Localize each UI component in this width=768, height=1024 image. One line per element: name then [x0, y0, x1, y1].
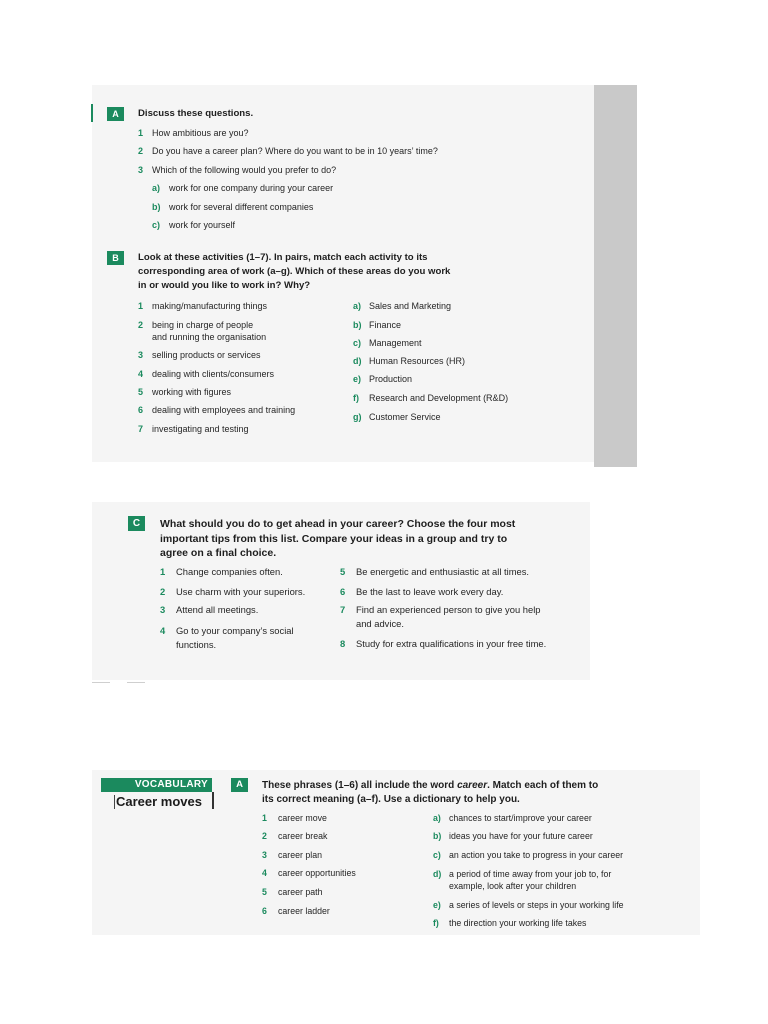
tip-text — [176, 603, 258, 617]
work-area-text: Finance — [369, 320, 402, 330]
option-letter: c) — [152, 220, 161, 230]
question-text: Do you have a career plan? Where do you want to be in 10 years’ time? — [152, 146, 438, 156]
work-area-letter: e) — [353, 374, 362, 384]
phrase-text: career move — [278, 813, 327, 823]
exercise-instruction: Discuss these questions. — [138, 108, 254, 119]
option-text: work for one company during your career — [169, 183, 334, 193]
activity-text — [152, 368, 274, 380]
work-area-letter: g) — [353, 412, 362, 422]
phrase-number: 4 — [262, 868, 267, 878]
work-area-letter: d) — [353, 356, 362, 366]
tip-text — [356, 637, 546, 651]
tip-number: 8 — [340, 638, 346, 649]
activity-line: investigating and testing — [152, 424, 249, 434]
question-number: 2 — [138, 146, 144, 156]
tip-text — [356, 585, 503, 599]
side-gray-strip — [594, 85, 637, 467]
meaning-line: a series of levels or steps in your working life — [449, 900, 624, 910]
tip-line: Attend all meetings. — [176, 604, 259, 615]
vocabulary-banner: VOCABULARY — [101, 778, 212, 792]
meaning-letter: b) — [433, 831, 442, 841]
meaning-letter: f) — [433, 918, 439, 928]
option-text: work for yourself — [169, 220, 236, 230]
tip-line: Study for extra qualifications in your free time. — [356, 638, 547, 649]
exercise-instruction-line — [262, 779, 598, 793]
phrase-text: career opportunities — [278, 868, 356, 878]
tip-number: 6 — [340, 586, 346, 597]
exercise-letter-box-c: C — [128, 516, 145, 531]
activity-text — [152, 349, 261, 361]
question-number: 3 — [138, 165, 144, 175]
exercise-instruction-line: corresponding area of work (a–g). Which of these areas do you work — [138, 266, 451, 277]
activity-number: 2 — [138, 320, 144, 330]
section-title-right-rule — [212, 792, 214, 809]
exercise-marker-bar — [91, 104, 93, 122]
work-area-letter: b) — [353, 320, 362, 330]
activity-number: 7 — [138, 424, 144, 434]
instruction-text: These phrases (1–6) all include the word — [262, 780, 458, 791]
phrase-number: 6 — [262, 906, 267, 916]
question-text: Which of the following would you prefer to do? — [152, 165, 337, 175]
activity-number: 1 — [138, 301, 144, 311]
meaning-line: a period of time away from your job to, for — [449, 869, 612, 879]
exercise-instruction-line: in or would you like to work in? Why? — [138, 280, 311, 291]
phrase-number: 1 — [262, 813, 267, 823]
tip-line: and advice. — [356, 617, 404, 629]
tip-text — [176, 585, 305, 599]
work-area-text: Sales and Marketing — [369, 301, 452, 311]
activity-text — [152, 319, 266, 343]
tip-number: 5 — [340, 566, 346, 577]
phrase-number: 5 — [262, 887, 267, 897]
meaning-line: the direction your working life takes — [449, 918, 587, 928]
work-area-text: Research and Development (R&D) — [369, 393, 509, 403]
tip-line: Go to your company’s social — [176, 625, 294, 636]
tip-text — [176, 565, 283, 579]
tip-line: functions. — [176, 638, 217, 650]
tip-line: Use charm with your superiors. — [176, 586, 306, 597]
phrase-text: career break — [278, 831, 328, 841]
section-title-left-rule — [114, 795, 115, 809]
option-letter: b) — [152, 202, 161, 212]
tip-number: 2 — [160, 586, 166, 597]
scan-edge-mark — [127, 682, 145, 683]
work-area-letter: f) — [353, 393, 359, 403]
work-area-text: Management — [369, 338, 422, 348]
activity-text — [152, 300, 267, 312]
activity-text — [152, 386, 231, 398]
tip-line: Find an experienced person to give you help — [356, 604, 541, 615]
phrase-text: career plan — [278, 850, 323, 860]
phrase-number: 3 — [262, 850, 267, 860]
meaning-line: ideas you have for your future career — [449, 831, 593, 841]
instruction-text: . Match each of them to — [487, 780, 599, 791]
option-letter: a) — [152, 183, 161, 193]
exercise-instruction-line: What should you do to get ahead in your career? Choose the four most — [160, 518, 516, 530]
meaning-letter: e) — [433, 900, 441, 910]
activity-text — [152, 423, 249, 435]
tip-text — [356, 603, 541, 630]
meaning-text — [449, 917, 586, 929]
meaning-letter: c) — [433, 850, 441, 860]
question-text: How ambitious are you? — [152, 128, 249, 138]
meaning-text — [449, 812, 592, 824]
activity-line: being in charge of people — [152, 320, 254, 330]
exercise-instruction-line: Look at these activities (1–7). In pairs, match each activity to its — [138, 252, 428, 263]
meaning-text — [449, 899, 624, 911]
activity-number: 3 — [138, 350, 144, 360]
meaning-letter: a) — [433, 813, 441, 823]
exercise-letter-box-a: A — [231, 778, 248, 792]
activity-line: dealing with clients/consumers — [152, 369, 275, 379]
activity-line: dealing with employees and training — [152, 405, 296, 415]
activity-number: 4 — [138, 369, 144, 379]
meaning-text — [449, 830, 593, 842]
meaning-line: an action you take to progress in your career — [449, 850, 624, 860]
tip-line: Change companies often. — [176, 566, 283, 577]
activity-number: 6 — [138, 405, 144, 415]
phrase-text: career path — [278, 887, 323, 897]
activity-line: working with figures — [152, 387, 232, 397]
exercise-letter-box-a: A — [107, 107, 124, 121]
activity-number: 5 — [138, 387, 144, 397]
question-number: 1 — [138, 128, 144, 138]
activity-line: making/manufacturing things — [152, 301, 268, 311]
instruction-emphasis: career — [457, 780, 488, 791]
exercise-instruction-line: its correct meaning (a–f). Use a dictionary to help you. — [262, 794, 520, 805]
meaning-text — [449, 849, 623, 861]
work-area-text: Production — [369, 374, 413, 384]
meaning-text — [449, 868, 611, 892]
tip-text — [176, 624, 294, 651]
meaning-line: chances to start/improve your career — [449, 813, 592, 823]
exercise-instruction-line: agree on a final choice. — [160, 547, 277, 559]
work-area-letter: a) — [353, 301, 362, 311]
phrase-number: 2 — [262, 831, 267, 841]
tip-number: 3 — [160, 604, 166, 615]
tip-line: Be the last to leave work every day. — [356, 586, 504, 597]
tip-number: 4 — [160, 625, 166, 636]
phrase-text: career ladder — [278, 906, 330, 916]
meaning-letter: d) — [433, 869, 442, 879]
activity-line: and running the organisation — [152, 332, 267, 342]
meaning-line: example, look after your children — [449, 881, 577, 891]
tip-number: 7 — [340, 604, 346, 615]
exercise-instruction-line: important tips from this list. Compare your ideas in a group and try to — [160, 533, 508, 545]
activity-text — [152, 404, 295, 416]
tip-text — [356, 565, 529, 579]
tip-line: Be energetic and enthusiastic at all times. — [356, 566, 530, 577]
scan-edge-mark — [92, 682, 110, 683]
work-area-text: Customer Service — [369, 412, 441, 422]
tip-number: 1 — [160, 566, 166, 577]
section-title: Career moves — [116, 794, 202, 809]
activity-line: selling products or services — [152, 350, 261, 360]
work-area-letter: c) — [353, 338, 362, 348]
exercise-letter-box-b: B — [107, 251, 124, 265]
option-text: work for several different companies — [169, 202, 314, 212]
work-area-text: Human Resources (HR) — [369, 356, 466, 366]
